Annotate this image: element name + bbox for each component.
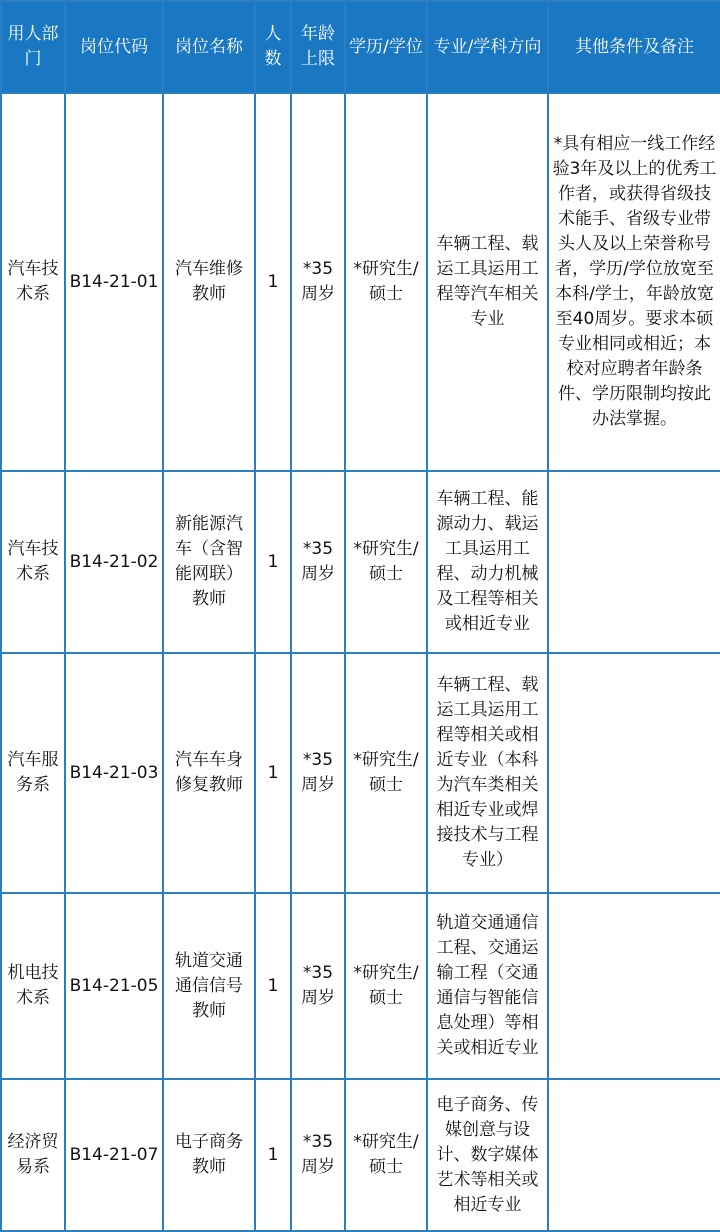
header-major: 专业/学科方向 <box>427 1 548 93</box>
table-row <box>1 653 720 893</box>
cell-code: B14-21-01 <box>65 93 163 471</box>
header-row <box>1 1 720 93</box>
cell-major: 车辆工程、载运工具运用工程等相关或相近专业（本科为汽车类相关相近专业或焊接技术与工程专业） <box>427 653 548 893</box>
table-row <box>1 471 720 653</box>
cell-code: B14-21-05 <box>65 893 163 1079</box>
header-age: 年龄上限 <box>291 1 345 93</box>
cell-dept: 机电技术系 <box>1 893 65 1079</box>
cell-age: *35周岁 <box>291 1079 345 1231</box>
cell-age: *35周岁 <box>291 653 345 893</box>
cell-notes <box>548 471 720 653</box>
cell-major: 车辆工程、能源动力、载运工具运用工程、动力机械及工程等相关或相近专业 <box>427 471 548 653</box>
cell-dept: 经济贸易系 <box>1 1079 65 1231</box>
cell-name: 汽车车身修复教师 <box>163 653 255 893</box>
cell-dept: 汽车服务系 <box>1 653 65 893</box>
cell-notes: *具有相应一线工作经验3年及以上的优秀工作者，或获得省级技术能手、省级专业带头人及以上荣誉称号者，学历/学位放宽至本科/学士，年龄放宽至40周岁。要求本硕专业相同或相近；本校对应聘者年龄条件、学历限制均按此办法掌握。 <box>548 93 720 471</box>
cell-code: B14-21-03 <box>65 653 163 893</box>
cell-degree: *研究生/硕士 <box>345 471 427 653</box>
cell-count: 1 <box>255 471 291 653</box>
header-degree: 学历/学位 <box>345 1 427 93</box>
cell-major: 车辆工程、载运工具运用工程等汽车相关专业 <box>427 93 548 471</box>
table-row <box>1 1079 720 1231</box>
cell-degree: *研究生/硕士 <box>345 893 427 1079</box>
cell-major: 电子商务、传媒创意与设计、数字媒体艺术等相关或相近专业 <box>427 1079 548 1231</box>
cell-notes <box>548 1079 720 1231</box>
cell-degree: *研究生/硕士 <box>345 93 427 471</box>
cell-count: 1 <box>255 93 291 471</box>
cell-dept: 汽车技术系 <box>1 93 65 471</box>
header-name: 岗位名称 <box>163 1 255 93</box>
header-notes: 其他条件及备注 <box>548 1 720 93</box>
cell-notes <box>548 893 720 1079</box>
cell-degree: *研究生/硕士 <box>345 1079 427 1231</box>
table-row <box>1 93 720 471</box>
cell-name: 汽车维修教师 <box>163 93 255 471</box>
cell-name: 轨道交通通信信号教师 <box>163 893 255 1079</box>
cell-dept: 汽车技术系 <box>1 471 65 653</box>
cell-count: 1 <box>255 653 291 893</box>
cell-name: 电子商务教师 <box>163 1079 255 1231</box>
cell-notes <box>548 653 720 893</box>
cell-code: B14-21-07 <box>65 1079 163 1231</box>
cell-count: 1 <box>255 1079 291 1231</box>
cell-age: *35周岁 <box>291 893 345 1079</box>
cell-age: *35周岁 <box>291 471 345 653</box>
header-code: 岗位代码 <box>65 1 163 93</box>
cell-name: 新能源汽车（含智能网联）教师 <box>163 471 255 653</box>
cell-degree: *研究生/硕士 <box>345 653 427 893</box>
cell-count: 1 <box>255 893 291 1079</box>
cell-age: *35周岁 <box>291 93 345 471</box>
cell-code: B14-21-02 <box>65 471 163 653</box>
header-count: 人数 <box>255 1 291 93</box>
cell-major: 轨道交通通信工程、交通运输工程（交通通信与智能信息处理）等相关或相近专业 <box>427 893 548 1079</box>
table-row <box>1 893 720 1079</box>
header-dept: 用人部门 <box>1 1 65 93</box>
